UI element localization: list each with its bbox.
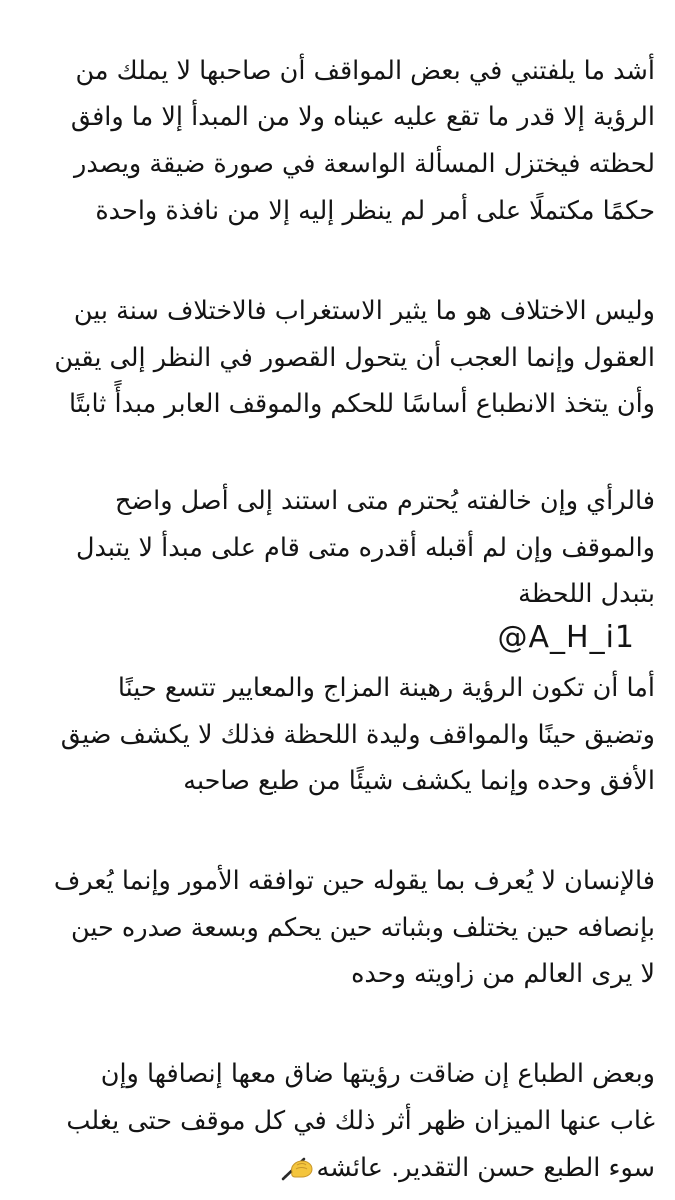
paragraph-5-line-1: فالإنسان لا يُعرف بما يقوله حين توافقه الأمور وإنما يُعرف (53, 866, 655, 896)
paragraph-6-line-2: غاب عنها الميزان ظهر أثر ذلك في كل موقف حتى يغلب (66, 1106, 655, 1136)
paragraph-2-line-1: وليس الاختلاف هو ما يثير الاستغراب فالاختلاف سنة بين (73, 296, 655, 326)
paragraph-5-line-3: لا يرى العالم من زاويته وحده (351, 959, 655, 989)
paragraph-1-line-1: أشد ما يلفتني في بعض المواقف أن صاحبها لا يملك من (75, 56, 655, 86)
paragraph-1-line-4: حكمًا مكتملًا على أمر لم ينظر إليه إلا من نافذة واحدة (95, 196, 655, 226)
paragraph-4-line-1: أما أن تكون الرؤية رهينة المزاج والمعايير تتسع حينًا (117, 673, 655, 703)
paragraph-4-line-3: الأفق وحده وإنما يكشف شيئًا من طبع صاحبه (183, 766, 655, 796)
paragraph-2-line-3: وأن يتخذ الانطباع أساسًا للحكم والموقف العابر مبدأً ثابتًا (68, 389, 655, 419)
paragraph-6-line-3-container (15, 1150, 655, 1186)
paragraph-6-line-3: سوء الطبع حسن التقدير. عائشه (316, 1153, 655, 1183)
paragraph-6-line-1: وبعض الطباع إن ضاقت رؤيتها ضاق معها إنصافها وإن (100, 1059, 655, 1089)
paragraph-1-line-2: الرؤية إلا قدر ما تقع عليه عيناه ولا من المبدأ إلا ما وافق (70, 102, 655, 132)
paragraph-5-line-2: بإنصافه حين يختلف وبثباته حين يحكم وبسعة صدره حين (70, 913, 655, 943)
paragraph-2-line-2: العقول وإنما العجب أن يتحول القصور في النظر إلى يقين (54, 343, 655, 373)
paragraph-3-line-3: بتبدل اللحظة (518, 579, 655, 609)
author-handle: @A_H_i1 (497, 620, 635, 655)
paragraph-4-line-2: وتضيق حينًا والمواقف وليدة اللحظة فذلك لا يكشف ضيق (60, 720, 655, 750)
writing-hand-icon (280, 1152, 314, 1182)
paragraph-3-line-2: والموقف وإن لم أقبله أقدره متى قام على مبدأ لا يتبدل (75, 533, 655, 563)
paragraph-3-line-1: فالرأي وإن خالفته يُحترم متى استند إلى أصل واضح (115, 486, 655, 516)
paragraph-1-line-3: لحظته فيختزل المسألة الواسعة في صورة ضيقة ويصدر (74, 149, 655, 179)
